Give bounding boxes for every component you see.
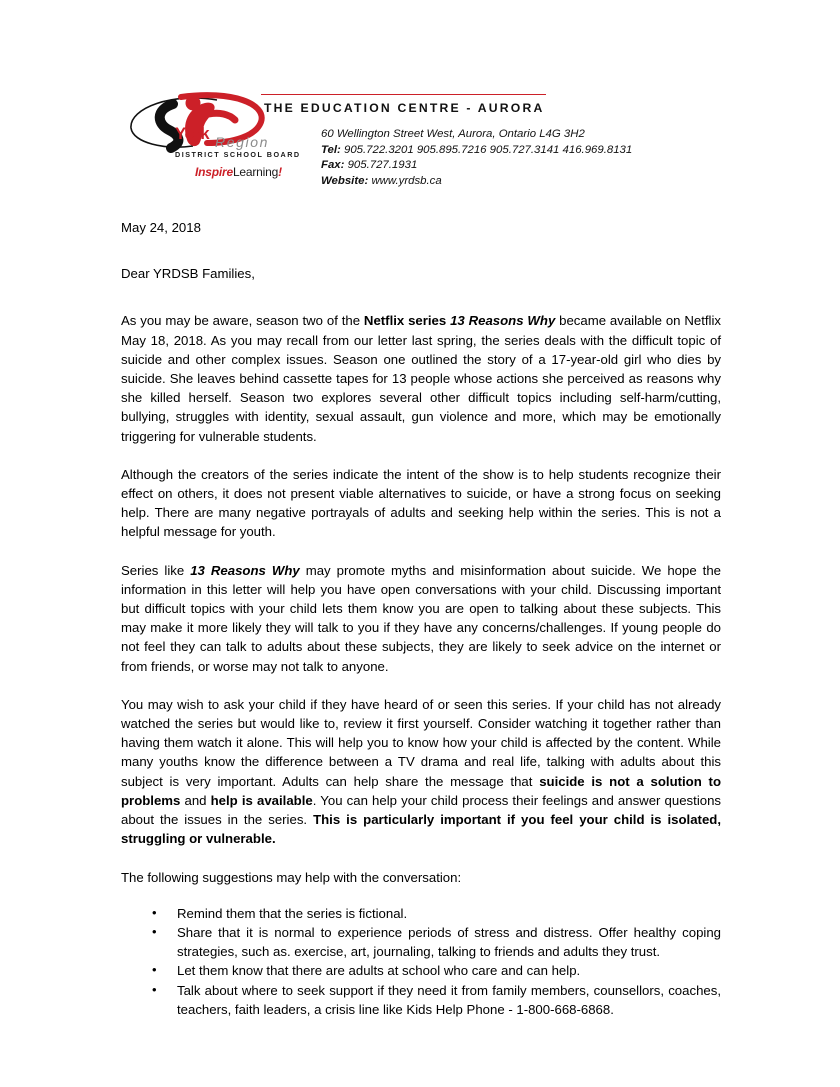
contact-fax-value: 905.727.1931 (347, 159, 418, 171)
letterhead-divider-rule (261, 94, 546, 95)
logo-wordmark (175, 125, 301, 162)
contact-details (321, 127, 632, 189)
list-item: • Remind them that the series is fictional. (177, 904, 721, 923)
logo-tagline (195, 166, 282, 178)
logo-board-text: DISTRICT SCHOOL BOARD (175, 150, 301, 159)
list-item: • Talk about where to seek support if they need it from family members, counsellors, coaches, teachers, faith leaders, a crisis line like Kids Help Phone - 1-800-668-6868. (177, 981, 721, 1019)
contact-fax-row (321, 158, 632, 174)
p4-bold-particularly-important: This is particularly important if you feel your child is isolated, struggling or vulnerable. (121, 812, 721, 847)
contact-website-label: Website: (321, 174, 369, 187)
p3-show-title: 13 Reasons Why (190, 562, 300, 578)
list-item: • Let them know that there are adults at school who care and can help. (177, 961, 721, 980)
p4-bold-suicide-not-solution: suicide is not a solution to problems (121, 773, 721, 808)
list-item: • Share that it is normal to experience periods of stress and distress. Offer healthy coping strategies, such as. exercise, art, journaling, talking to friends and adults they trust. (177, 923, 721, 961)
p4-part-c: . You can help your child process their feelings and answer questions about the issues in the series. (121, 792, 722, 828)
letterhead (121, 90, 721, 200)
contact-fax-label: Fax: (321, 159, 345, 171)
letterhead-title: THE EDUCATION CENTRE - AURORA (264, 101, 545, 115)
paragraph-4 (121, 695, 721, 849)
p3-part-c: may promote myths and misinformation about suicide. We hope the information in this letter will help you have open conversations with your child. Discussing important but difficult topics with your child lets them know you are open to talking about these subjects. This may make it more likely they will talk to you if they have any concerns/challenges. If young people do not feel they can talk to adults about these subjects, they are likely to seek advice on the internet or from friends, or worse may not talk to anyone. (121, 562, 721, 674)
p3-part-a: Series like (121, 562, 191, 578)
contact-tel-value: 905.722.3201 905.895.7216 905.727.3141 416.969.8131 (344, 143, 633, 156)
suggestions-list (121, 904, 721, 1019)
contact-website-value: www.yrdsb.ca (371, 174, 442, 187)
tagline-exclamation: ! (278, 165, 283, 179)
letter-salutation: Dear YRDSB Families, (121, 266, 255, 282)
logo-york-text: York (175, 125, 210, 143)
p4-part-mid: and (180, 792, 211, 808)
logo-region-text: Region (215, 134, 269, 150)
paragraph-1 (121, 311, 721, 445)
p1-show-title: 13 Reasons Why (450, 313, 556, 329)
suggestions-lead-in: The following suggestions may help with the conversation: (121, 870, 462, 886)
paragraph-3 (121, 561, 721, 676)
contact-address: 60 Wellington Street West, Aurora, Ontario L4G 3H2 (321, 128, 585, 140)
contact-website-row (321, 174, 632, 190)
letter-date: May 24, 2018 (121, 220, 201, 235)
p1-netflix-series-bold: Netflix series (363, 313, 451, 329)
contact-tel-label: Tel: (321, 143, 341, 156)
contact-address-row (321, 127, 632, 143)
tagline-learning: Learning (232, 165, 279, 179)
tagline-inspire: Inspire (195, 165, 233, 179)
letter-body (121, 218, 721, 1019)
p4-part-a: You may wish to ask your child if they have heard of or seen this series. If your child has not already watched the series but would like to, review it first yourself. Consider watching it together rather than having them watch it alone. This will help you to know how your child is affected by the content. While many youths know the difference between a TV drama and real life, talking with adults about this subject is very important. Adults can help share the message that (121, 696, 721, 789)
p1-part-a: As you may be aware, season two of the (121, 313, 364, 329)
p1-part-c: became available on Netflix May 18, 2018. As you may recall from our letter last spring, the series deals with the difficult topic of suicide and other complex issues. Season one outlined the story of a 17-year-old girl who dies by suicide. She leaves behind cassette tapes for 13 people whose actions she perceived as reasons why she killed herself. Season two explores several other difficult topics including self-harm/cutting, bullying, struggles with identity, sexual assault, gun violence and more, which may be emotionally triggering for vulnerable students. (121, 313, 721, 444)
contact-tel-row (321, 143, 632, 159)
paragraph-2: Although the creators of the series indicate the intent of the show is to help students recognize their effect on others, it does not present viable alternatives to suicide, or have a strong focus on seeking help. There are many negative portrayals of adults and seeking help within the series. This is not a helpful message for youth. (121, 466, 721, 540)
p4-bold-help-available: help is available (210, 792, 313, 808)
